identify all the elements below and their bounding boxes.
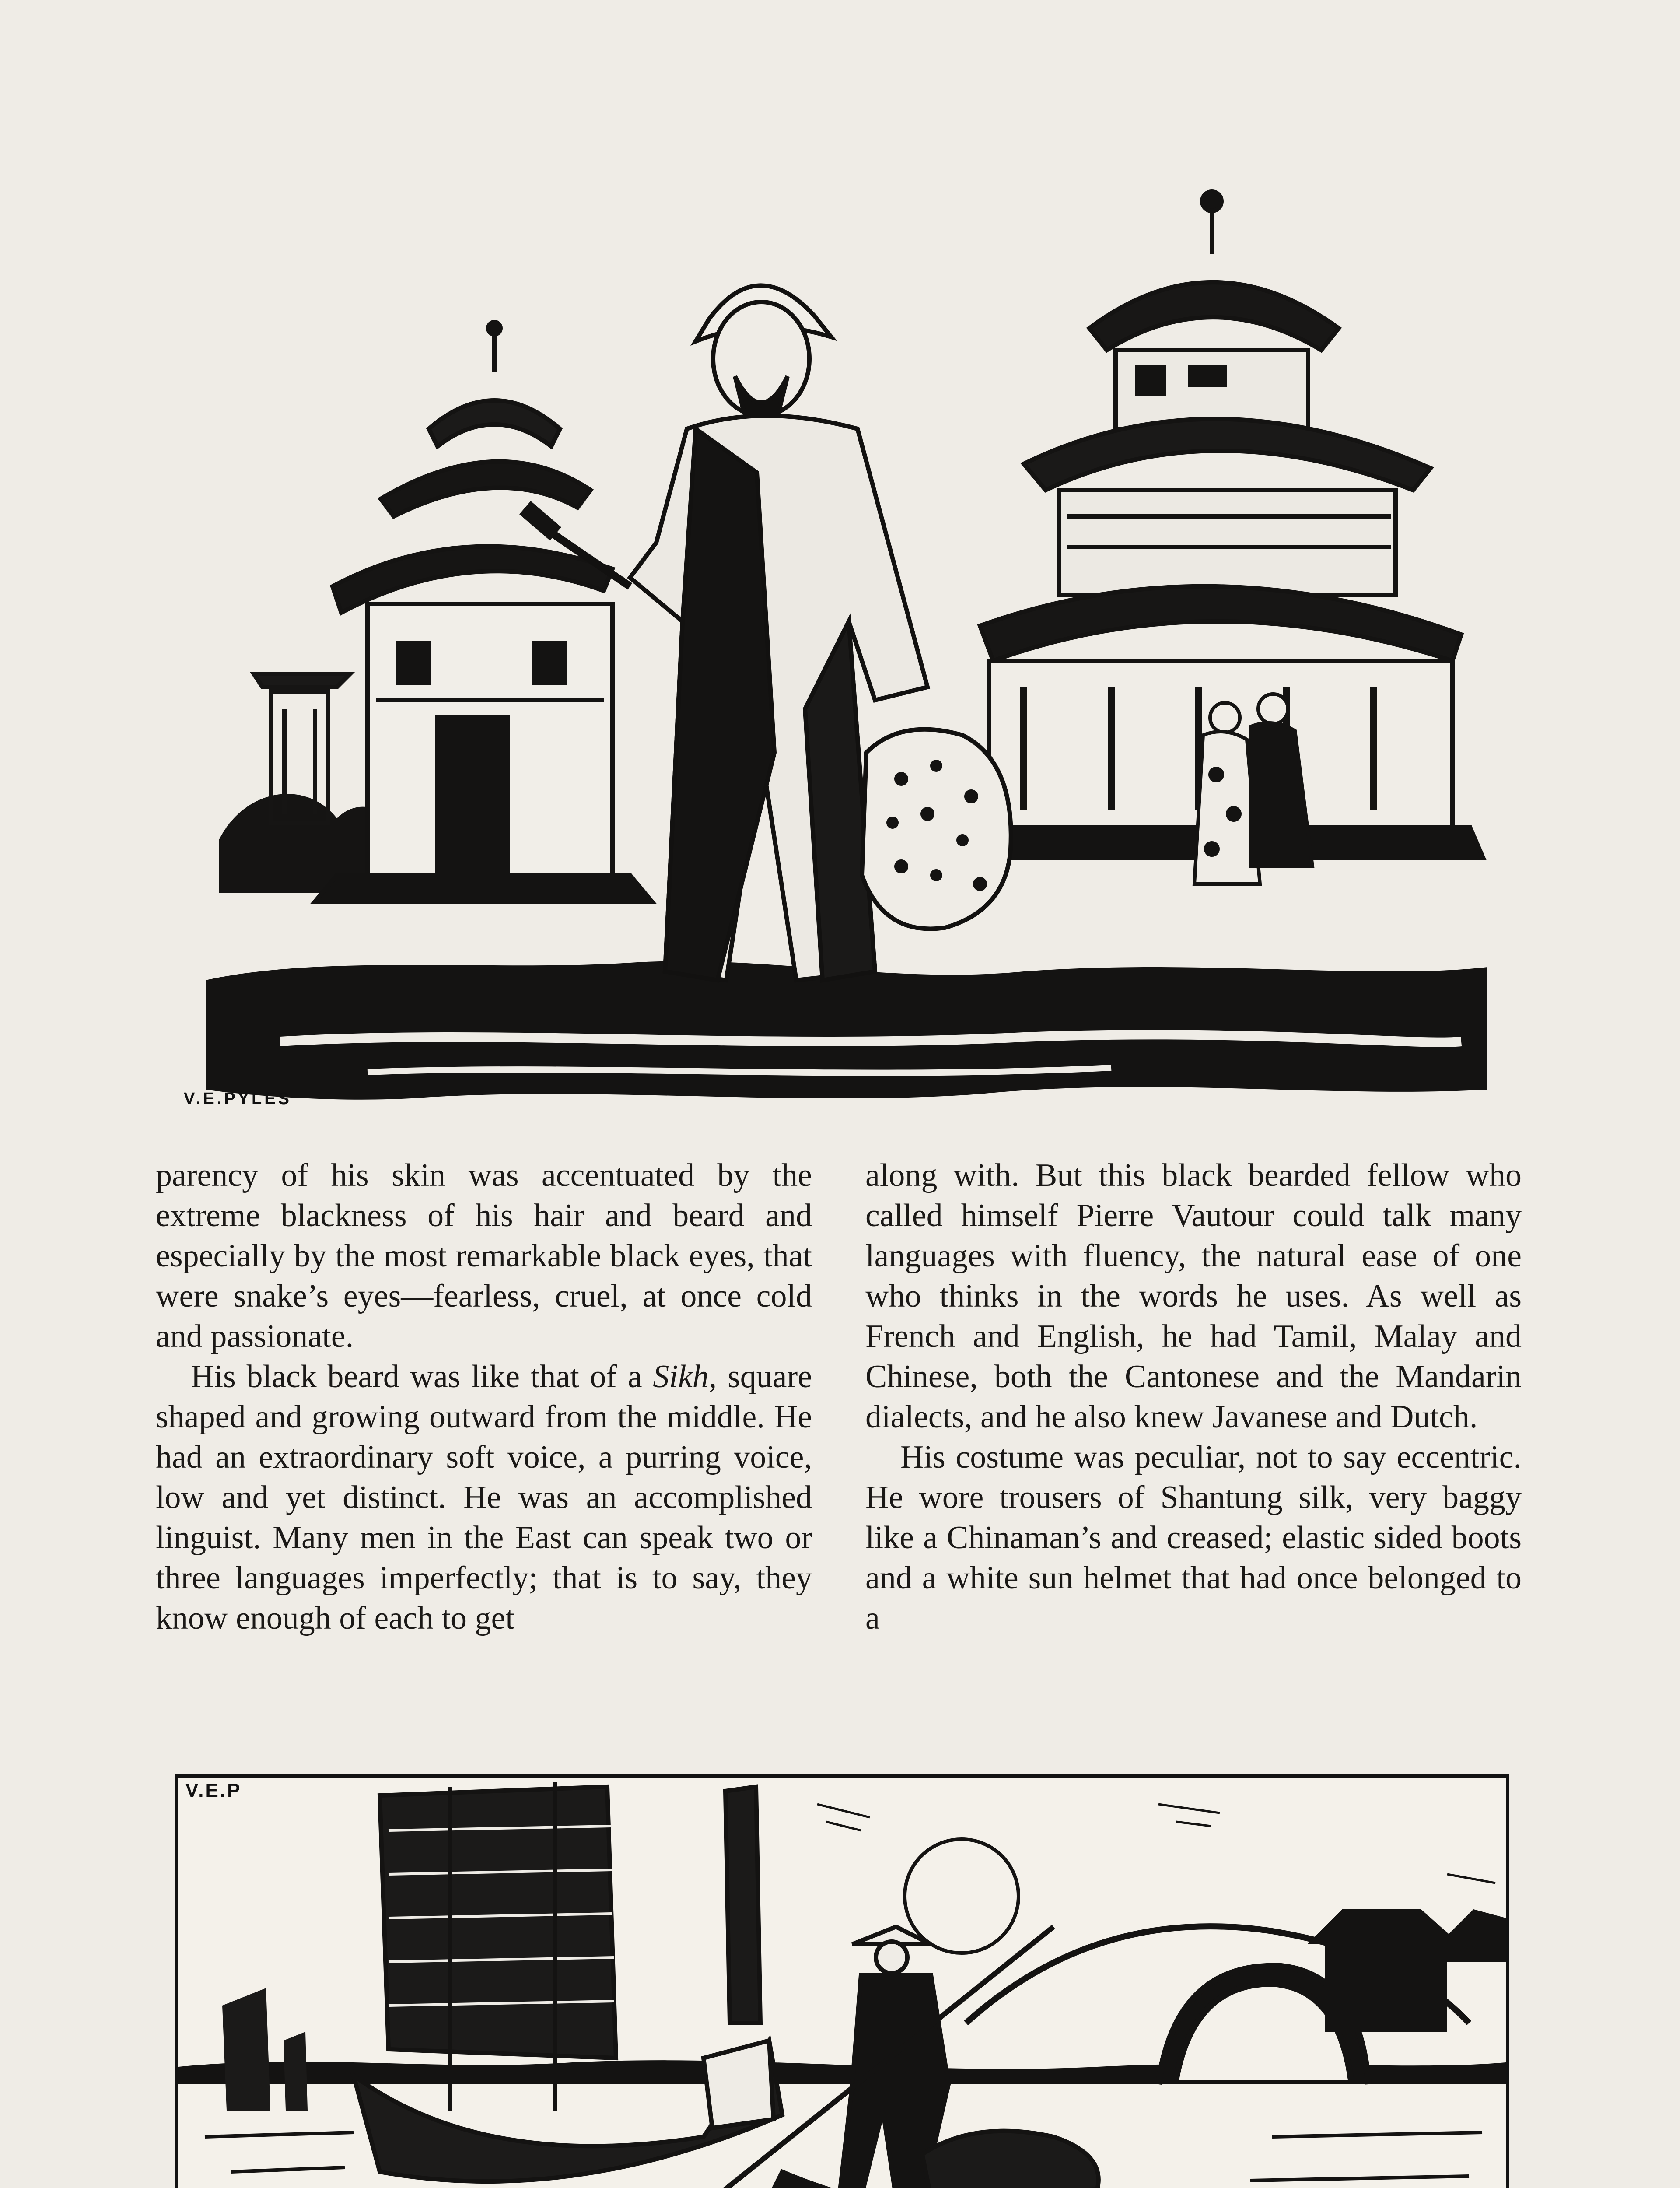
right-paragraph-1: along with. But this black bearded fellow who called himself Pierre Vautour could talk many languages with fluency, the natural ease of one who thinks in the words he uses. As well as French and English, he had Tamil, Malay and Chinese, both the Cantonese and the Mandarin dialects, and he also knew Javanese and Dutch. — [865, 1157, 1522, 1435]
moon — [905, 1839, 1018, 1953]
right-column — [865, 1155, 1522, 1638]
top-illustration-drawing — [192, 184, 1501, 1112]
top-illustration — [192, 184, 1501, 1112]
left-paragraph-2-lead: His black beard was like that of a — [191, 1359, 653, 1395]
left-paragraph-1: parency of his skin was accentuated by the extreme blackness of his hair and beard and especially by the most remarkable black eyes, that were snake’s eyes—fearless, cruel, at once cold and passionate. — [156, 1157, 812, 1354]
bottom-illustration — [175, 1774, 1509, 2188]
left-paragraph-2 — [156, 1357, 812, 1638]
top-illustration-signature: V.E.PYLES — [184, 1090, 292, 1108]
left-column — [156, 1155, 812, 1638]
article-body — [156, 1155, 1524, 1724]
bottom-illustration-drawing — [178, 1778, 1506, 2188]
left-paragraph-2-italic: Sikh, — [653, 1359, 717, 1395]
bottom-illustration-signature: V.E.P — [186, 1780, 242, 1801]
right-paragraph-2: His costume was peculiar, not to say eccentric. He wore trousers of Shantung silk, very baggy like a Chinaman’s and creased; elastic sided boots and a white sun helmet that had once belonged to a — [865, 1439, 1522, 1636]
left-paragraph-2-rest: square shaped and growing outward from the middle. He had an extraordinary soft voice, a purring voice, low and yet distinct. He was an accomplished linguist. Many men in the East can speak two or three languages imperfectly; that is to say, they know enough of each to get — [156, 1359, 812, 1636]
